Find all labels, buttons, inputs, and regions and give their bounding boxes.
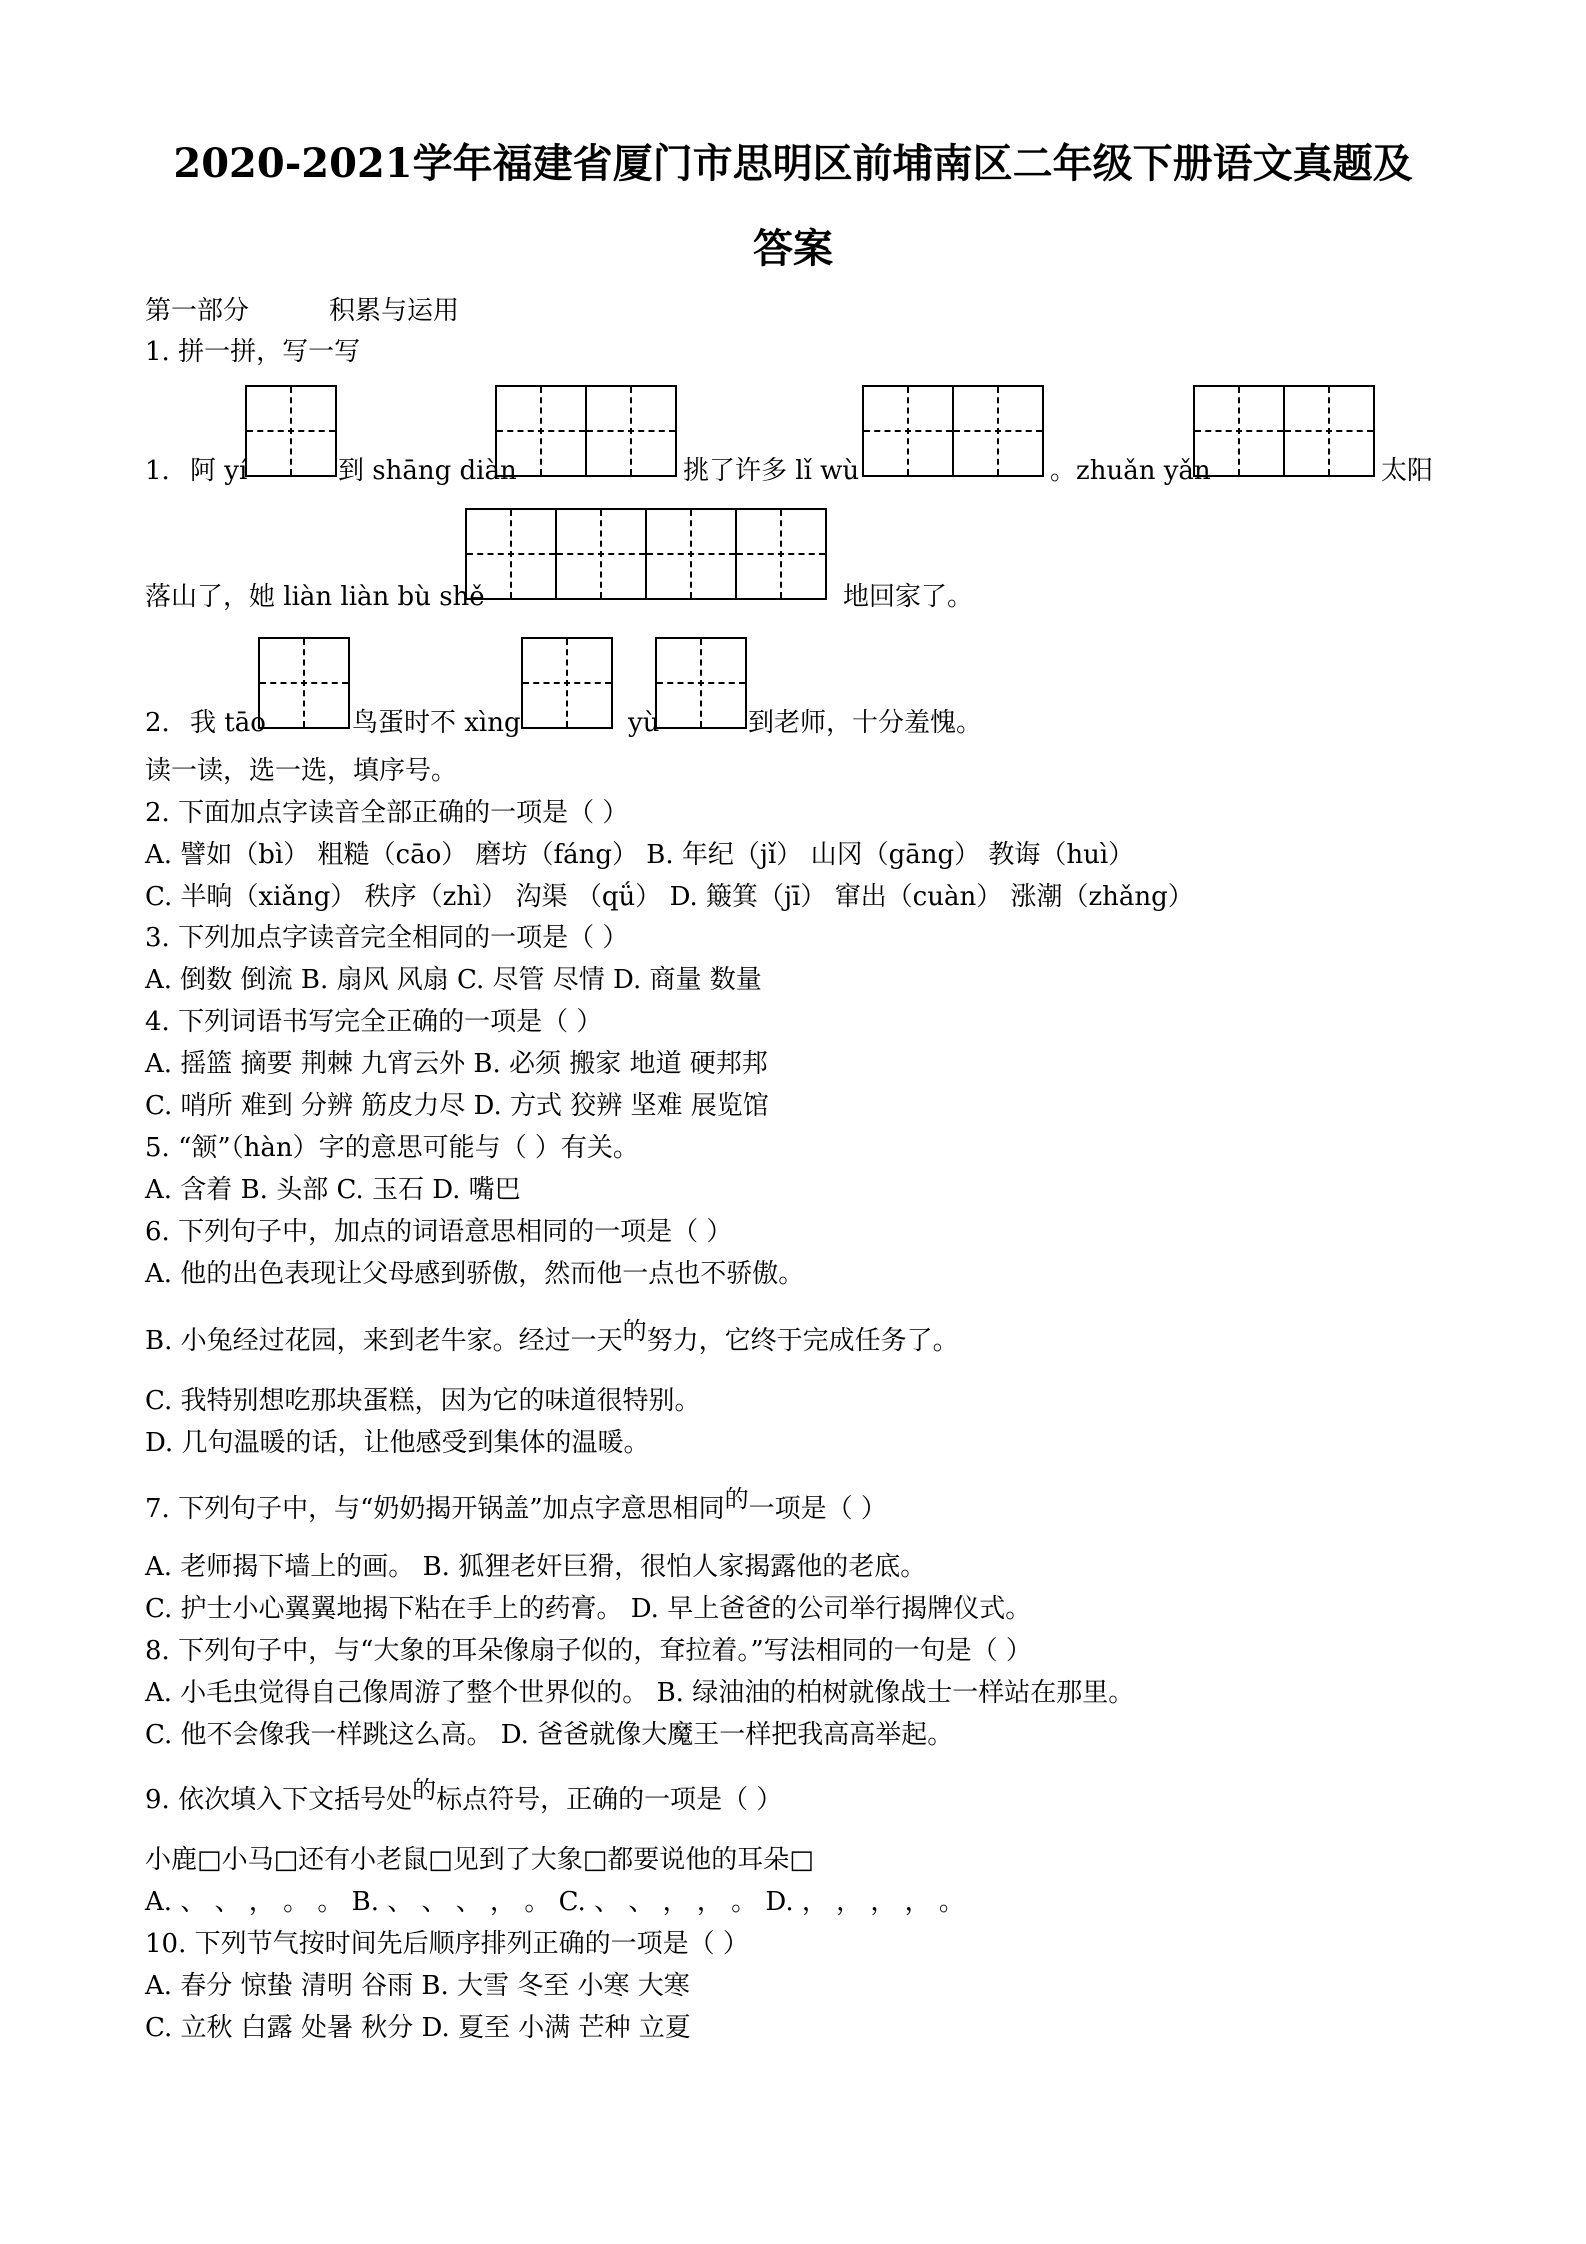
part-heading [145,294,459,328]
q6-option-b-part2: 努力，它终于完成任务了。 [646,1326,959,1356]
q7-option-line1: A. 老师揭下墙上的画。 B. 狐狸老奸巨猾，很怕人家揭露他的老底。 [145,1552,927,1582]
q3-option-line1: A. 倒数 倒流 B. 扇风 风扇 C. 尽管 尽情 D. 商量 数量 [145,965,762,995]
q9-stem-sup: 的 [412,1776,437,1804]
q9-passage: 小鹿□小马□还有小老鼠□见到了大象□都要说他的耳朵□ [145,1845,814,1875]
q9-stem-part2: 标点符号，正确的一项是（ ） [436,1785,783,1815]
q5-option-line1: A. 含着 B. 头部 C. 玉石 D. 嘴巴 [145,1175,521,1205]
q1-s2-text-c: yù [628,708,660,738]
q2-option-line2: C. 半晌（xiǎng） 秩序（zhì） 沟渠 （qǘ） D. 簸箕（jī） 窜出（cuàn） 涨潮（zhǎng） [145,882,1194,912]
q1-s1-num: 1. [145,456,170,486]
q7-stem-part2: 一项是（ ） [748,1494,887,1524]
q1-s1b-text-a: 落山了，她 liàn liàn bù shě [145,582,485,612]
q1-s2-text-b: 鸟蛋时不 xìng [352,708,521,738]
q1-s2-num: 2. [145,708,170,738]
q4-option-line1: A. 摇篮 摘要 荆棘 九宵云外 B. 必须 搬家 地道 硬邦邦 [145,1049,768,1079]
q6-option-a: A. 他的出色表现让父母感到骄傲，然而他一点也不骄傲。 [145,1259,805,1289]
q4-option-line2: C. 哨所 难到 分辨 筋皮力尽 D. 方式 狡辨 坚难 展览馆 [145,1091,769,1121]
q1-s1-text-e: 太阳 [1381,456,1434,486]
q6-option-c: C. 我特别想吃那块蛋糕，因为它的味道很特别。 [145,1386,701,1416]
q6-option-d: D. 几句温暖的话，让他感受到集体的温暖。 [145,1428,650,1458]
writing-grid-yi[interactable] [245,385,337,477]
q1-s1-text-c: 挑了许多 lǐ wù [683,456,860,486]
q2-stem: 2. 下面加点字读音全部正确的一项是（ ） [145,798,629,828]
q8-stem: 8. 下列句子中，与“大象的耳朵像扇子似的，耷拉着。”写法相同的一句是（ ） [145,1636,1032,1666]
q9-stem [145,1776,783,1817]
q8-option-line1: A. 小毛虫觉得自己像周游了整个世界似的。 B. 绿油油的柏树就像战士一样站在那里。 [145,1678,1135,1708]
q1-s2-text-a: 我 tāo [190,708,266,738]
writing-grid-liwu[interactable] [862,385,1044,477]
q9-stem-part1: 9. 依次填入下文括号处 [145,1785,413,1815]
q1-heading: 1. 拼一拼，写一写 [145,337,361,367]
q10-option-line1: A. 春分 惊蛰 清明 谷雨 B. 大雪 冬至 小寒 大寒 [145,1971,690,2001]
writing-grid-yu[interactable] [655,637,747,729]
q6-stem: 6. 下列句子中，加点的词语意思相同的一项是（ ） [145,1217,733,1247]
section-read-heading: 读一读，选一选，填序号。 [145,756,458,786]
q1-s1-text-a: 阿 yí [190,456,248,486]
q1-s1b-text-b: 地回家了。 [843,582,974,612]
part-label: 第一部分 [145,296,250,326]
q9-options: A. 、 、 ， 。 。 B. 、 、 、 ， 。 C. 、 、 ， ， 。 D. ， ， ， ， 。 [145,1887,965,1917]
q7-option-line2: C. 护士小心翼翼地揭下粘在手上的药膏。 D. 早上爸爸的公司举行揭牌仪式。 [145,1594,1032,1624]
writing-grid-lianlianbushe[interactable] [465,508,827,600]
q10-option-line2: C. 立秋 白露 处暑 秋分 D. 夏至 小满 芒种 立夏 [145,2013,691,2043]
document-title-line1: 2020-2021学年福建省厦门市思明区前埔南区二年级下册语文真题及 [173,140,1413,187]
writing-grid-xing[interactable] [521,637,613,729]
document-title-line2: 答案 [753,225,833,272]
q4-stem: 4. 下列词语书写完全正确的一项是（ ） [145,1007,603,1037]
q1-s2-text-d: 到老师，十分羞愧。 [748,708,983,738]
q2-option-line1: A. 譬如（bì） 粗糙（cāo） 磨坊（fáng） B. 年纪（jǐ） 山冈（gāng） 教诲（huì） [145,840,1135,870]
q7-stem [145,1485,887,1526]
q1-s1-text-b: 到 shāng diàn [338,456,517,486]
writing-grid-tao[interactable] [258,637,350,729]
q5-stem: 5. “颔”（hàn）字的意思可能与（ ）有关。 [145,1133,639,1163]
q7-stem-part1: 7. 下列句子中，与“奶奶揭开锅盖”加点字意思相同 [145,1494,725,1524]
part-name: 积累与运用 [329,296,460,326]
q10-stem: 10. 下列节气按时间先后顺序排列正确的一项是（ ） [145,1929,749,1959]
q6-option-b [145,1317,959,1358]
q1-s1-text-d: 。zhuǎn yǎn [1050,456,1211,486]
q6-option-b-part1: B. 小兔经过花园，来到老牛家。经过一天 [145,1326,623,1356]
q7-stem-sup: 的 [724,1485,749,1513]
writing-grid-shangdian[interactable] [495,385,677,477]
q8-option-line2: C. 他不会像我一样跳这么高。 D. 爸爸就像大魔王一样把我高高举起。 [145,1720,954,1750]
q3-stem: 3. 下列加点字读音完全相同的一项是（ ） [145,923,629,953]
writing-grid-zhuanyan[interactable] [1193,385,1375,477]
q6-option-b-sup: 的 [622,1317,647,1345]
